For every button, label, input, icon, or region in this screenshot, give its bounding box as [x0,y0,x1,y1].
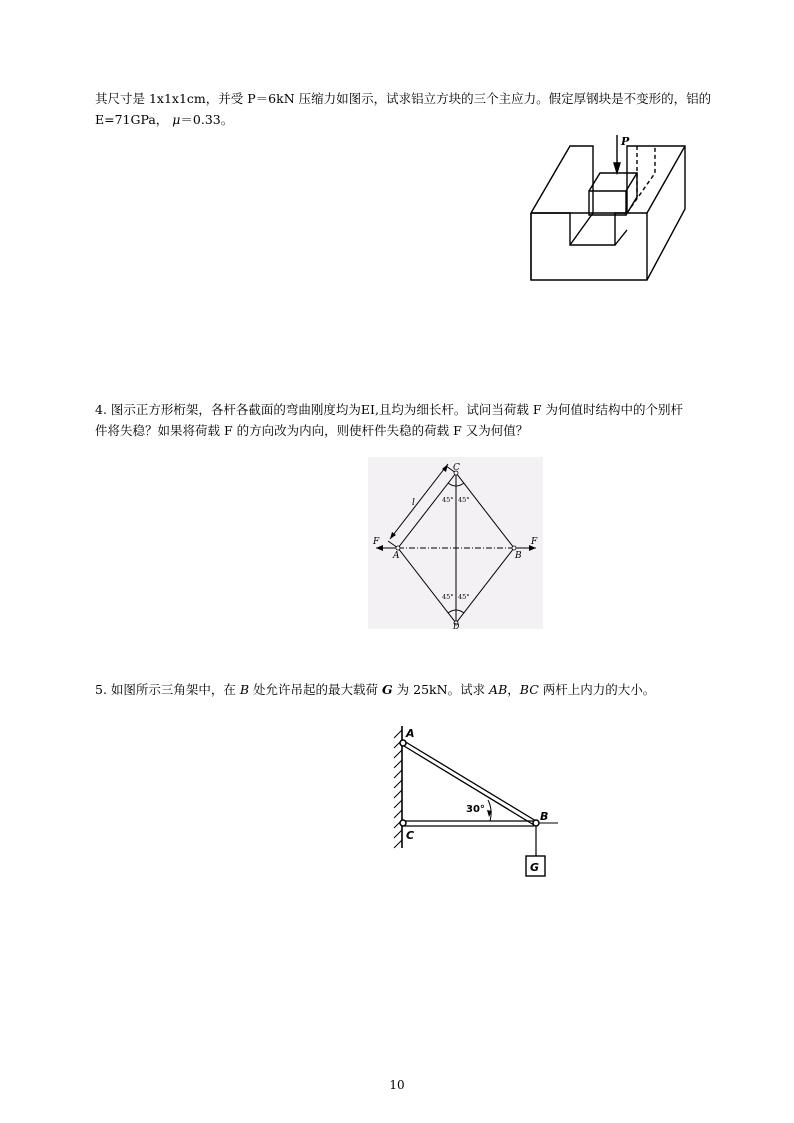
problem-5-part-2: 处允许吊起的最大载荷 [249,682,383,697]
problem-5-load-g: G [382,682,393,697]
problem-5-part-4: 两杆上内力的大小。 [538,682,656,697]
page-number: 10 [389,1078,405,1092]
frame-node-a: A [406,727,415,740]
square-truss-figure [368,457,543,629]
problem-5-part-1: 5. 如图所示三角架中，在 [95,682,240,697]
problem-4-line-1: 4. 图示正方形桁架，各杆各截面的弯曲刚度均为EI,且均为细长杆。试问当荷载 F 为何值时结构中的个别杆 [95,402,684,417]
truss-force-left: F [373,537,380,547]
problem-3-line-1: 其尺寸是 1x1x1cm，并受 P＝6kN 压缩力如图示，试求铝立方块的三个主应力。假定厚钢块是不变形的，铝的 [95,91,712,106]
poisson-symbol: μ [172,112,181,127]
load-label-p: P [621,135,630,148]
angle-c-right: 45° [458,496,470,504]
triangle-frame-figure [388,722,568,882]
angle-d-left: 45° [442,593,454,601]
truss-node-c: C [453,463,460,473]
truss-node-d: D [453,622,460,629]
problem-5-bar-ab: AB [489,682,508,697]
angle-c-left: 45° [442,496,454,504]
problem-5-node-b: B [239,682,250,697]
frame-angle-label: 30° [466,804,485,815]
problem-5-bar-bc: BC [519,682,539,697]
truss-node-b: B [515,551,522,561]
problem-5-comma: ， [507,682,520,697]
frame-node-b: B [540,810,549,823]
problem-3-line-2: E=71GPa， [95,112,169,127]
truss-node-a: A [393,551,400,561]
problem-4-line-2: 件将失稳？如果将荷载 F 的方向改为内向，则使杆件失稳的荷载 F 又为何值？ [95,423,529,438]
angle-d-right: 45° [458,593,470,601]
problem-5-part-3: 为 25kN。试求 [392,682,490,697]
truss-length-label: l [412,498,415,508]
steel-block-figure [525,133,690,283]
problem-4-text [95,399,760,441]
truss-force-right: F [531,537,538,547]
weight-label-g: G [530,861,540,874]
frame-node-c: C [406,829,415,842]
problem-3-line-2-tail: ＝0.33。 [180,112,234,127]
problem-3-text [95,88,760,130]
problem-5-text [95,679,760,700]
